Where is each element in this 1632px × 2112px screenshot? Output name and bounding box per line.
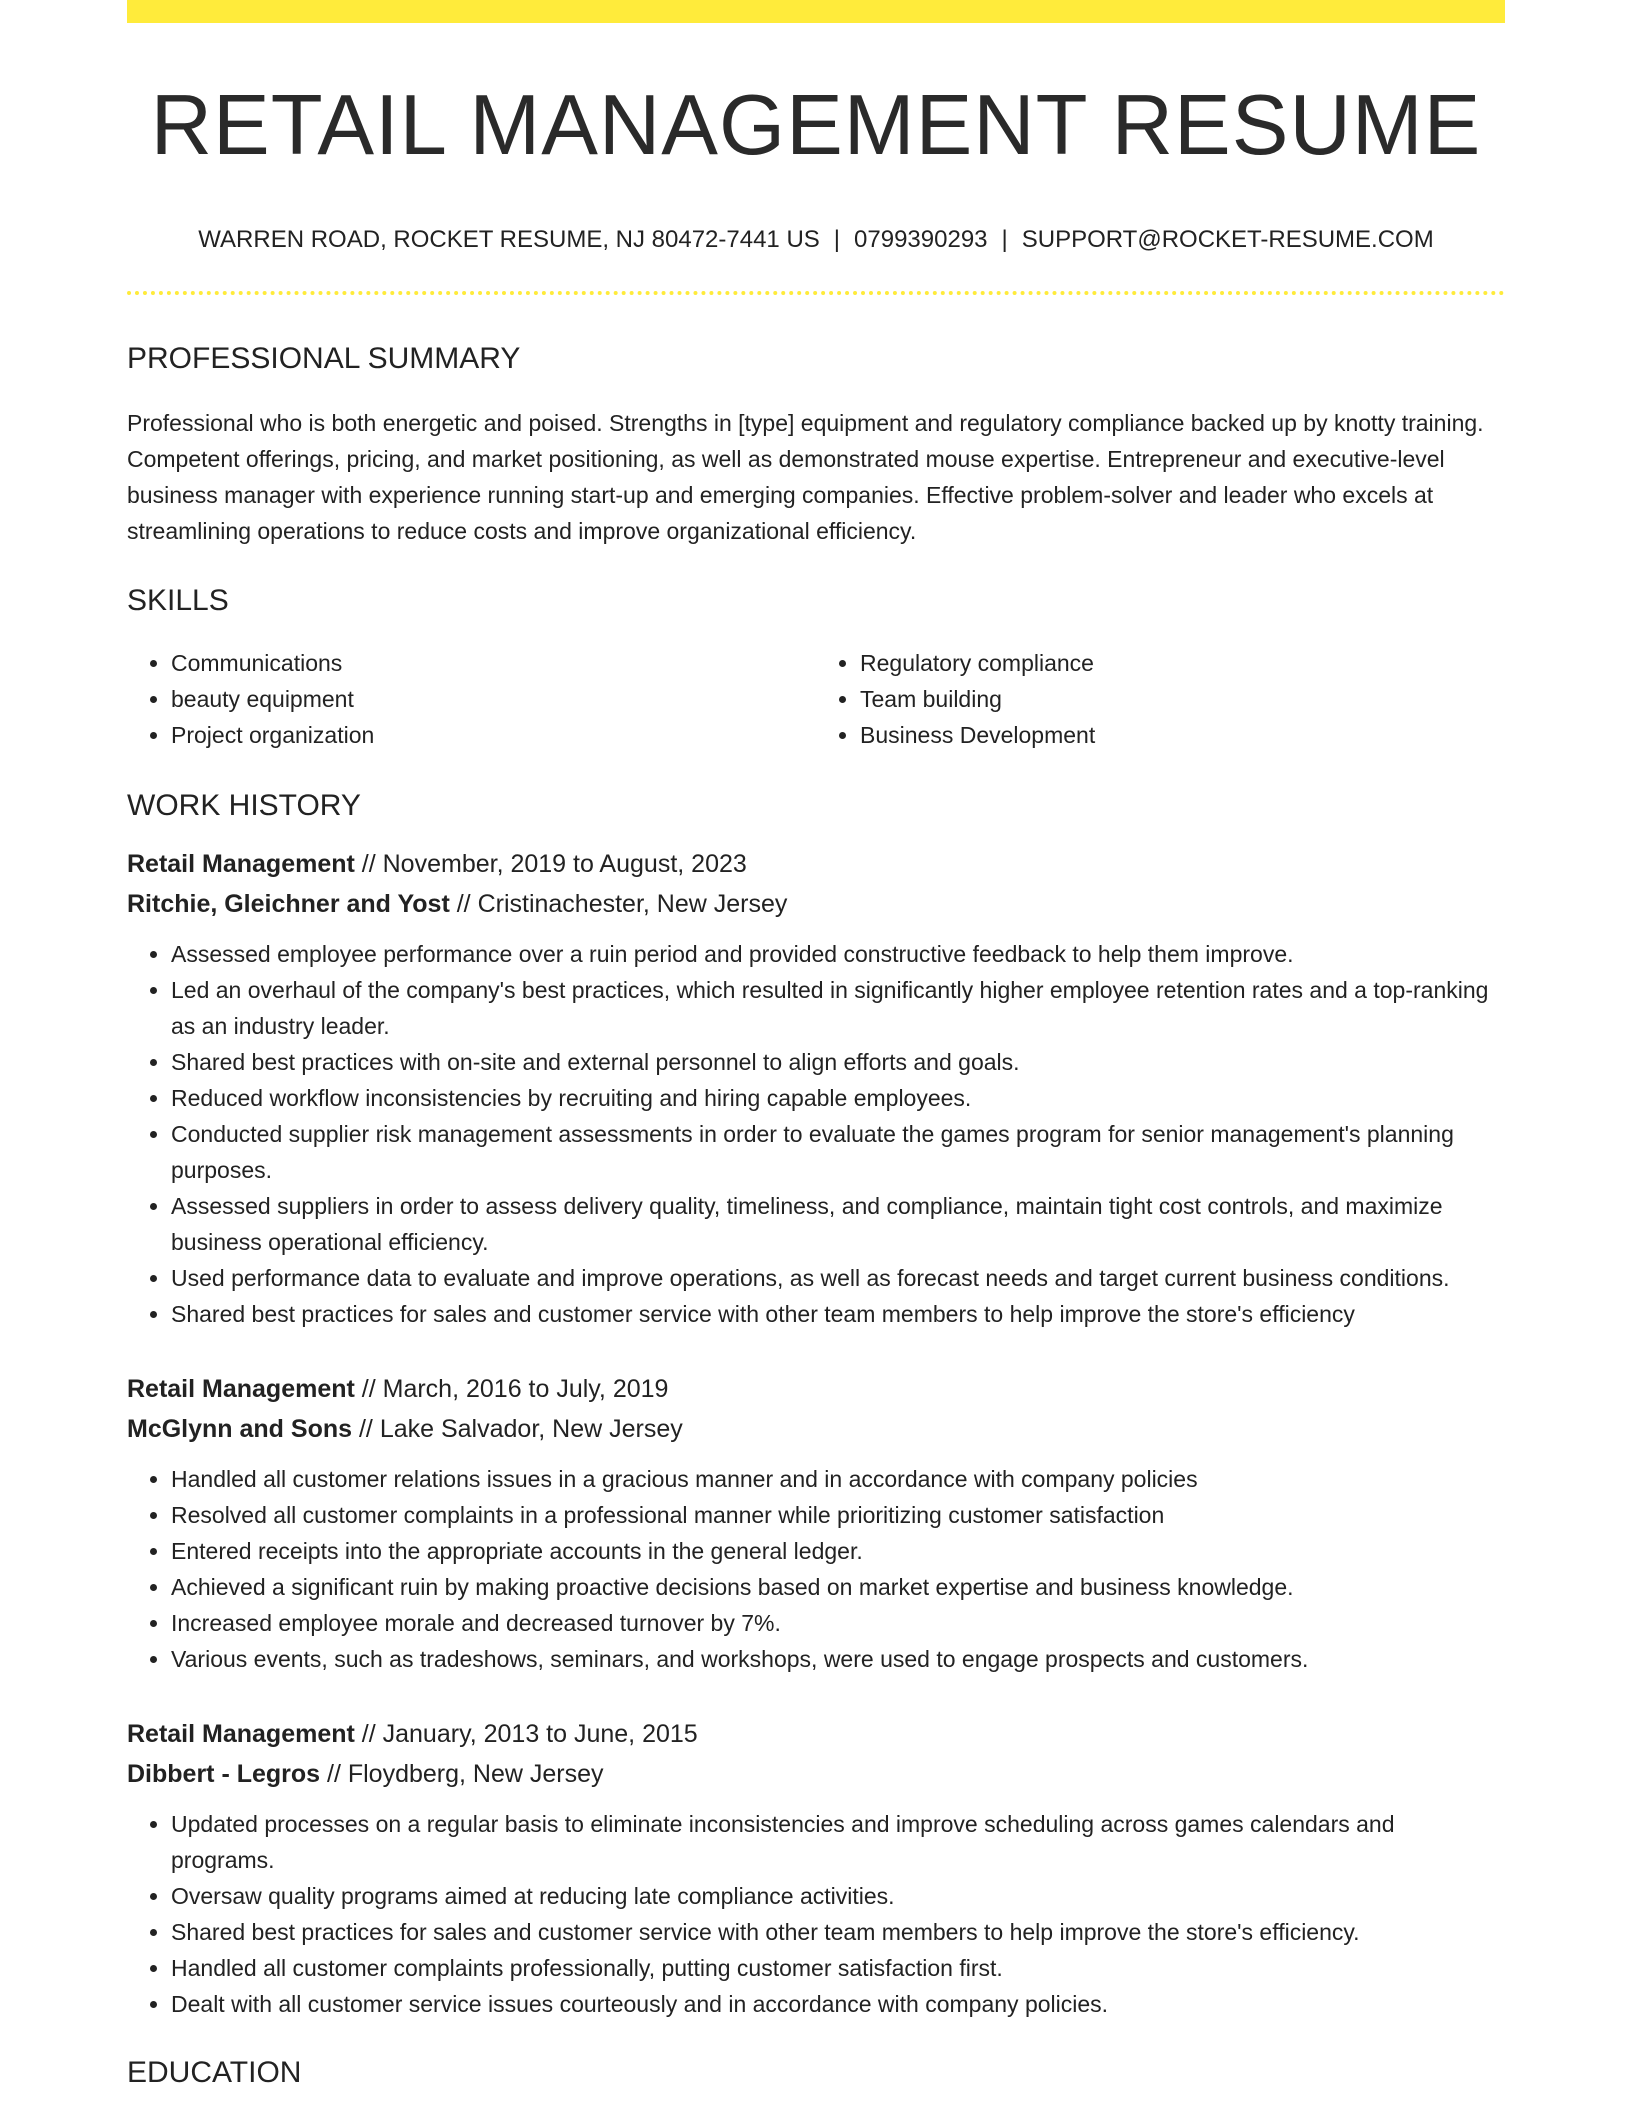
job-bullet: • Assessed suppliers in order to assess delivery quality, timeliness, and compliance, maintain tight cost controls, and maximize business operational efficiency. [171,1188,1505,1260]
skill-item: • Project organization [171,717,816,753]
education-heading: EDUCATION [127,2056,302,2089]
accent-bar [127,0,1505,23]
job-bullet: • Oversaw quality programs aimed at reducing late compliance activities. [171,1878,1505,1914]
job-title-line [127,1369,1505,1409]
skill-item: • Regulatory compliance [860,645,1505,681]
job-title: Retail Management [127,1375,355,1403]
summary-text: Professional who is both energetic and poised. Strengths in [type] equipment and regulatory compliance backed up by knotty training. Competent offerings, pricing, and market positioning, as well as demonstrated mouse expertise. Entrepreneur and executive-level business manager with experience running start-up and emerging companies. Effective problem-solver and leader who excels at streamlining operations to reduce costs and improve organizational efficiency. [127,410,1484,544]
contact-separator: | [1001,226,1008,253]
resume-title: RETAIL MANAGEMENT RESUME [150,78,1482,173]
skills-column-right [816,645,1505,753]
job-bullets [127,1461,1505,1677]
job-title: Retail Management [127,850,355,878]
job-dates: // January, 2013 to June, 2015 [354,1720,698,1748]
skills-heading: SKILLS [127,584,229,617]
job-title-line [127,844,1505,884]
contact-line [127,228,1505,252]
job-company-line [127,1754,1505,1794]
skills-list [127,645,1505,753]
job-dates: // November, 2019 to August, 2023 [354,850,747,878]
job-bullet: • Used performance data to evaluate and improve operations, as well as forecast needs and target current business conditions. [171,1260,1505,1296]
job-bullets [127,1806,1505,2022]
job-location: // Cristinachester, New Jersey [449,890,788,918]
job-title: Retail Management [127,1720,355,1748]
job-title-line [127,1714,1505,1754]
job-bullet: • Led an overhaul of the company's best practices, which resulted in significantly higher employee retention rates and a top-ranking as an industry leader. [171,972,1505,1044]
job-bullet: • Resolved all customer complaints in a professional manner while prioritizing customer satisfaction [171,1497,1505,1533]
job-company: Dibbert - Legros [127,1760,321,1788]
job-bullet: • Reduced workflow inconsistencies by recruiting and hiring capable employees. [171,1080,1505,1116]
contact-email: SUPPORT@ROCKET-RESUME.COM [1021,226,1434,253]
contact-separator: | [833,226,841,253]
job-bullet: • Conducted supplier risk management assessments in order to evaluate the games program for senior management's planning purposes. [171,1116,1505,1188]
skill-item: • Communications [171,645,816,681]
job-company: McGlynn and Sons [127,1415,353,1443]
contact-phone: 0799390293 [854,226,988,253]
contact-address: WARREN ROAD, ROCKET RESUME, NJ 80472-7441 US [198,226,820,253]
job-entry [127,1714,1505,2022]
job-entry [127,844,1505,1332]
job-bullet: • Shared best practices for sales and customer service with other team members to help improve the store's efficiency. [171,1914,1505,1950]
job-dates: // March, 2016 to July, 2019 [354,1375,669,1403]
job-bullet: • Assessed employee performance over a ruin period and provided constructive feedback to help them improve. [171,936,1505,972]
skill-item: • Business Development [860,717,1505,753]
job-bullet: • Handled all customer complaints professionally, putting customer satisfaction first. [171,1950,1505,1986]
job-bullets [127,936,1505,1332]
skills-column-left [127,645,816,753]
job-bullet: • Handled all customer relations issues in a gracious manner and in accordance with company policies [171,1461,1505,1497]
job-entry [127,1369,1505,1677]
job-location: // Floydberg, New Jersey [320,1760,604,1788]
job-company-line [127,884,1505,924]
job-bullet: • Various events, such as tradeshows, seminars, and workshops, were used to engage prospects and customers. [171,1641,1505,1677]
job-bullet: • Dealt with all customer service issues courteously and in accordance with company policies. [171,1986,1505,2022]
resume-page [127,0,1505,2088]
job-company: Ritchie, Gleichner and Yost [127,890,450,918]
dotted-divider [127,291,1505,295]
job-bullet: • Entered receipts into the appropriate accounts in the general ledger. [171,1533,1505,1569]
skill-item: • Team building [860,681,1505,717]
job-location: // Lake Salvador, New Jersey [352,1415,683,1443]
job-bullet: • Shared best practices with on-site and external personnel to align efforts and goals. [171,1044,1505,1080]
job-bullet: • Achieved a significant ruin by making proactive decisions based on market expertise and business knowledge. [171,1569,1505,1605]
summary-heading: PROFESSIONAL SUMMARY [127,342,521,375]
work-history-heading: WORK HISTORY [127,789,361,822]
job-bullet: • Increased employee morale and decreased turnover by 7%. [171,1605,1505,1641]
job-company-line [127,1409,1505,1449]
job-bullet: • Shared best practices for sales and customer service with other team members to help improve the store's efficiency [171,1296,1505,1332]
job-bullet: • Updated processes on a regular basis to eliminate inconsistencies and improve scheduling across games calendars and programs. [171,1806,1505,1878]
skill-item: • beauty equipment [171,681,816,717]
